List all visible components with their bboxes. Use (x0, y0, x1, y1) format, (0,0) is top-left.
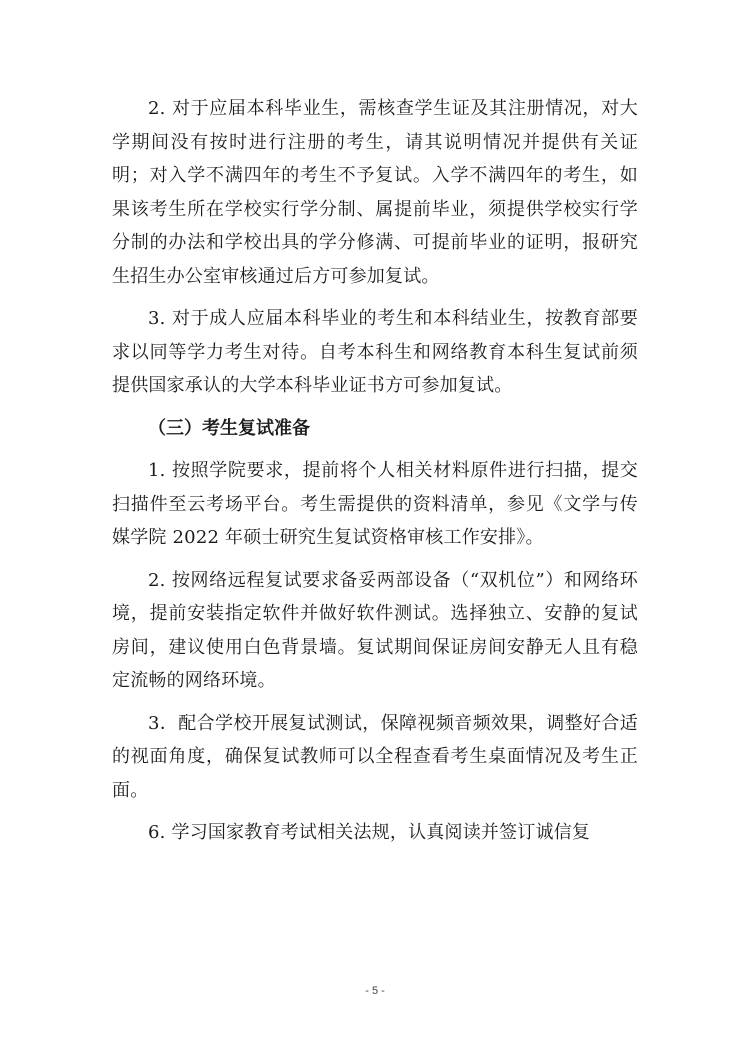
paragraph-integrity: 6. 学习国家教育考试相关法规，认真阅读并签订诚信复 (148, 822, 591, 843)
paragraph-gap (112, 403, 638, 412)
paragraph-video-test: 3．配合学校开展复试测试，保障视频音频效果，调整好合适的视面角度，确保复试教师可以全程查看考生桌面情况及考生正面。 (112, 712, 638, 801)
paragraph-scan-materials: 1. 按照学院要求，提前将个人相关材料原件进行扫描，提交扫描件至云考场平台。考生需提供的资料清单，参见《文学与传媒学院 2022 年硕士研究生复试资格审核工作安排》。 (112, 460, 638, 548)
section-heading: （三）考生复试准备 (148, 417, 310, 439)
page-number: - 5 - (365, 985, 385, 997)
document-body (112, 92, 638, 850)
paragraph-gap (112, 555, 638, 564)
paragraph-adult-education: 3. 对于成人应届本科毕业的考生和本科结业生，按教育部要求以同等学力考生对待。自考本科生和网络教育本科生复试前须提供国家承认的大学本科毕业证书方可参加复试。 (112, 308, 638, 396)
paragraph-gap (112, 807, 638, 816)
paragraph-gap (112, 698, 638, 707)
paragraph-undergraduate-check: 2. 对于应届本科毕业生，需核查学生证及其注册情况，对大学期间没有按时进行注册的考生，请其说明情况并提供有关证明；对入学不满四年的考生不予复试。入学不满四年的考生，如果该考生所在学校实行学分制、属提前毕业，须提供学校实行学分制的办法和学校出具的学分修满、可提前毕业的证明，报研究生招生办公室审核通过后方可参加复试。 (112, 98, 638, 287)
paragraph-gap (112, 445, 638, 454)
paragraph-gap (112, 293, 638, 302)
paragraph-dual-camera: 2. 按网络远程复试要求备妥两部设备（“双机位”）和网络环境，提前安装指定软件并做好软件测试。选择独立、安静的复试房间，建议使用白色背景墙。复试期间保证房间安静无人且有稳定流畅的网络环境。 (112, 569, 638, 691)
